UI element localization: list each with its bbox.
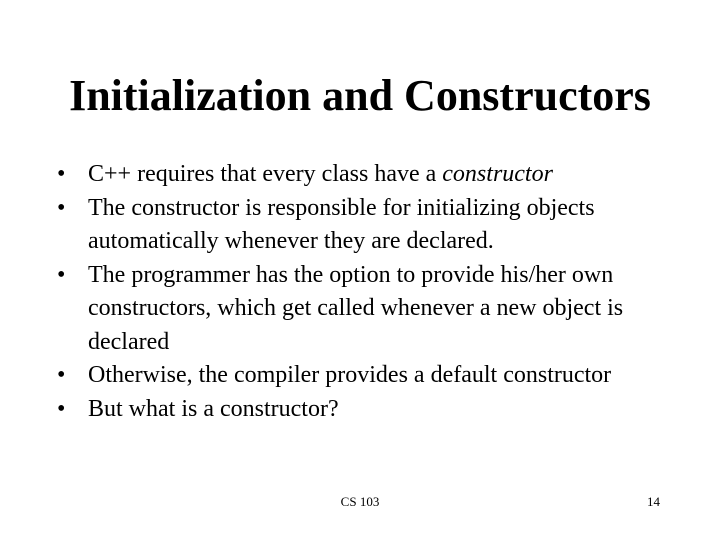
bullet-text-plain: But what is a constructor? [88,395,339,422]
bullet-text-plain: C++ requires that every class have a [88,161,443,187]
bullet-text [88,161,553,187]
bullet-marker: • [57,261,66,288]
bullet-text-plain: Otherwise, the compiler provides a default constructor [88,362,612,388]
bullet-text-plain: The programmer has the option to provide his/her own constructors, which get called whenever a new object is declared [88,261,624,355]
bullet-item [57,393,677,427]
bullet-item [57,359,677,393]
bullet-marker: • [57,395,66,422]
bullet-marker: • [57,194,66,221]
footer-page-number: 14 [647,494,660,509]
footer-course-label: CS 103 [340,494,380,509]
slide-title: Initialization and Constructors [69,71,651,120]
bullet-item [57,158,677,192]
bullet-item [57,259,677,360]
bullet-marker: • [57,362,66,388]
bullet-list [57,158,677,426]
bullet-marker: • [57,161,66,187]
bullet-text-plain: The constructor is responsible for initializing objects automatically whenever they are declared. [88,194,595,254]
bullet-text [88,362,611,388]
bullet-text [88,262,623,355]
bullet-text-emphasis: constructor [442,161,553,187]
bullet-text [88,396,339,422]
bullet-item [57,192,677,259]
bullet-text [88,195,595,255]
